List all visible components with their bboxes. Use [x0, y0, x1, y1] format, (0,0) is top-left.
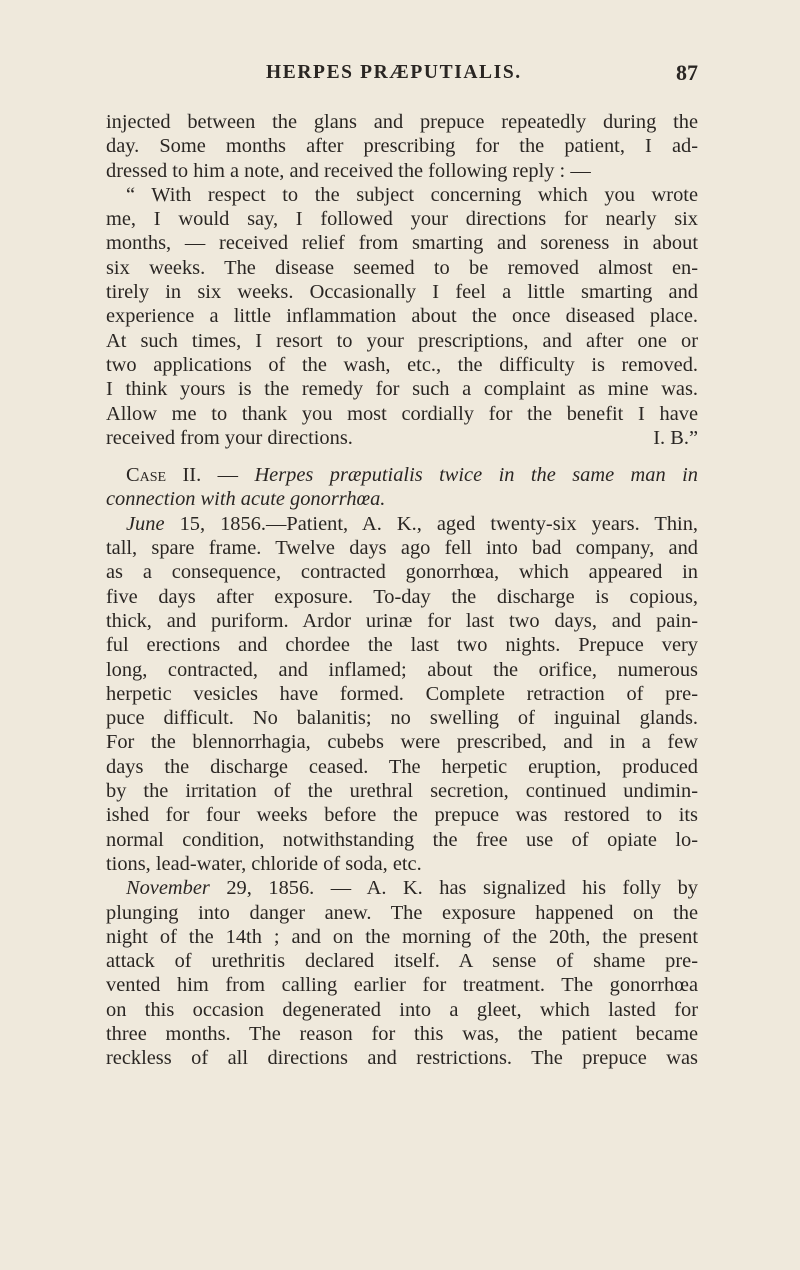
entry-1-line: herpetic vesicles have formed. Complete retraction of pre-	[106, 682, 698, 705]
paragraph-gap	[106, 450, 698, 463]
text-line: day. Some months after prescribing for the patient, I ad-	[106, 135, 698, 158]
entry-1-line: days the discharge ceased. The herpetic eruption, produced	[106, 755, 698, 778]
entry-2-date: November	[126, 877, 210, 900]
case-heading-line	[106, 463, 698, 487]
entry-1-line: by the irritation of the urethral secretion, continued undimin-	[106, 780, 698, 803]
case-title-1: Herpes præputialis twice in the same man in	[254, 464, 698, 487]
letter-closing-line	[106, 426, 698, 450]
entry-1-line: five days after exposure. To-day the discharge is copious,	[106, 585, 698, 608]
entry-1-first-line-text: 15, 1856.—Patient, A. K., aged twenty-six years. Thin,	[179, 512, 698, 535]
entry-2-line: on this occasion degenerated into a gleet, which lasted for	[106, 998, 698, 1021]
entry-1-line: long, contracted, and inflamed; about the orifice, numerous	[106, 658, 698, 681]
entry-1-line: thick, and puriform. Ardor urinæ for last two days, and pain-	[106, 609, 698, 632]
text-line: dressed to him a note, and received the following reply : —	[106, 159, 591, 182]
entry-2-line: attack of urethritis declared itself. A sense of shame pre-	[106, 950, 698, 973]
letter-line: experience a little inflammation about the once diseased place.	[106, 305, 698, 328]
entry-1-line: normal condition, notwithstanding the free use of opiate lo-	[106, 828, 698, 851]
entry-2-line: reckless of all directions and restrictions. The prepuce was	[106, 1047, 698, 1070]
body-text	[106, 110, 698, 1071]
entry-1-date: June	[126, 512, 165, 535]
letter-line: “ With respect to the subject concerning which you wrote	[126, 183, 698, 206]
entry-1-line: puce difficult. No balanitis; no swelling of inguinal glands.	[106, 707, 698, 730]
letter-signature: I. B.”	[653, 426, 698, 449]
entry-2-first-line	[106, 876, 698, 900]
entry-2-line: plunging into danger anew. The exposure happened on the	[106, 901, 698, 924]
letter-line: six weeks. The disease seemed to be removed almost en-	[106, 256, 698, 279]
letter-line: I think yours is the remedy for such a complaint as mine was.	[106, 378, 698, 401]
entry-1-line: tall, spare frame. Twelve days ago fell into bad company, and	[106, 537, 698, 560]
entry-2-line: three months. The reason for this was, the patient became	[106, 1022, 698, 1045]
running-title: HERPES PRÆPUTIALIS.	[266, 62, 522, 83]
letter-line: me, I would say, I followed your directions for nearly six	[106, 208, 698, 231]
entry-2-first-line-text: 29, 1856. — A. K. has signalized his folly by	[226, 877, 698, 900]
case-title-2: connection with acute gonorrhœa.	[106, 488, 386, 511]
entry-1-line: For the blennorrhagia, cubebs were prescribed, and in a few	[106, 731, 698, 754]
letter-line: At such times, I resort to your prescriptions, and after one or	[106, 329, 698, 352]
entry-1-first-line	[106, 512, 698, 536]
letter-closing-text: received from your directions.	[106, 426, 353, 449]
page-number: 87	[676, 60, 698, 85]
entry-1-line: tions, lead-water, chloride of soda, etc.	[106, 852, 422, 875]
entry-1-line: ful erections and chordee the last two nights. Prepuce very	[106, 634, 698, 657]
entry-1-line: ished for four weeks before the prepuce was restored to its	[106, 804, 698, 827]
running-head	[106, 62, 698, 88]
text-line: injected between the glans and prepuce repeatedly during the	[106, 111, 698, 133]
letter-line: Allow me to thank you most cordially for the benefit I have	[106, 402, 698, 425]
entry-2-line: vented him from calling earlier for treatment. The gonorrhœa	[106, 974, 698, 997]
letter-line: two applications of the wash, etc., the difficulty is removed.	[106, 353, 698, 376]
case-label: Case II. —	[126, 464, 238, 487]
letter-line: months, — received relief from smarting and soreness in about	[106, 232, 698, 255]
entry-2-line: night of the 14th ; and on the morning of the 20th, the present	[106, 925, 698, 948]
letter-line: tirely in six weeks. Occasionally I feel a little smarting and	[106, 281, 698, 304]
entry-1-line: as a consequence, contracted gonorrhœa, which appeared in	[106, 561, 698, 584]
